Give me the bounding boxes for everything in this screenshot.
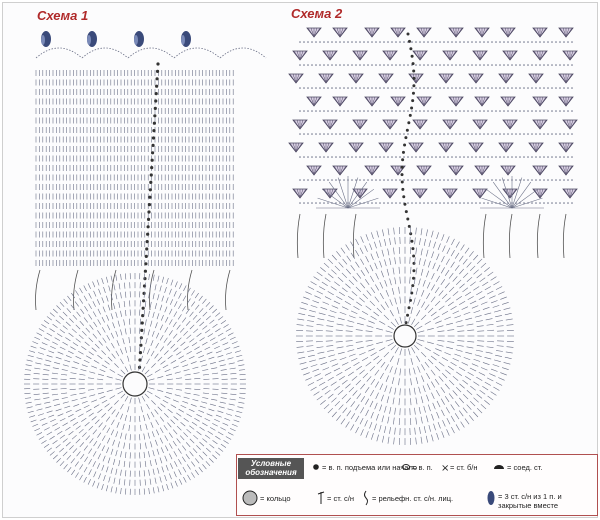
legend-ch: = в. п. xyxy=(412,463,433,472)
scheme-2-title: Схема 2 xyxy=(291,6,343,21)
s1-round-base xyxy=(24,273,246,495)
s1-strands xyxy=(36,270,231,310)
s1-cluster-flower xyxy=(41,31,51,47)
s1-stitch-rows xyxy=(36,70,233,266)
legend-ch-start: = в. п. подъема или начало xyxy=(322,463,418,472)
cluster-symbol xyxy=(488,491,495,505)
scheme-1-diagram xyxy=(24,31,266,495)
scheme-2-diagram xyxy=(289,28,577,445)
s1-cluster-flower xyxy=(87,31,97,47)
legend-title-line1: Условные xyxy=(250,459,292,468)
legend-sc: = ст. б/н xyxy=(450,463,478,472)
legend-cluster: = 3 ст. с/н из 1 п. и закрытые вместе xyxy=(498,492,562,510)
legend-relief: = рельефн. ст. с/н. лиц. xyxy=(372,494,454,503)
ring-symbol xyxy=(243,491,257,505)
legend-ring: = кольцо xyxy=(260,494,291,503)
s2-fan-rows xyxy=(289,28,577,204)
s1-cluster-flower xyxy=(181,31,191,47)
legend xyxy=(236,454,598,516)
chain-start-symbol xyxy=(313,464,319,470)
single-crochet-symbol: × xyxy=(441,463,450,474)
legend-slst: = соед. ст. xyxy=(507,463,543,472)
s1-top-arches xyxy=(36,48,266,58)
s2-round-base xyxy=(296,227,514,445)
s1-cluster-flower xyxy=(134,31,144,47)
relief-dc-symbol xyxy=(365,491,368,505)
scheme-1-title: Схема 1 xyxy=(37,8,89,23)
slip-stitch-symbol xyxy=(494,465,504,469)
legend-title-line2: обозначения xyxy=(245,468,297,477)
legend-dc: = ст. с/н xyxy=(327,494,354,503)
